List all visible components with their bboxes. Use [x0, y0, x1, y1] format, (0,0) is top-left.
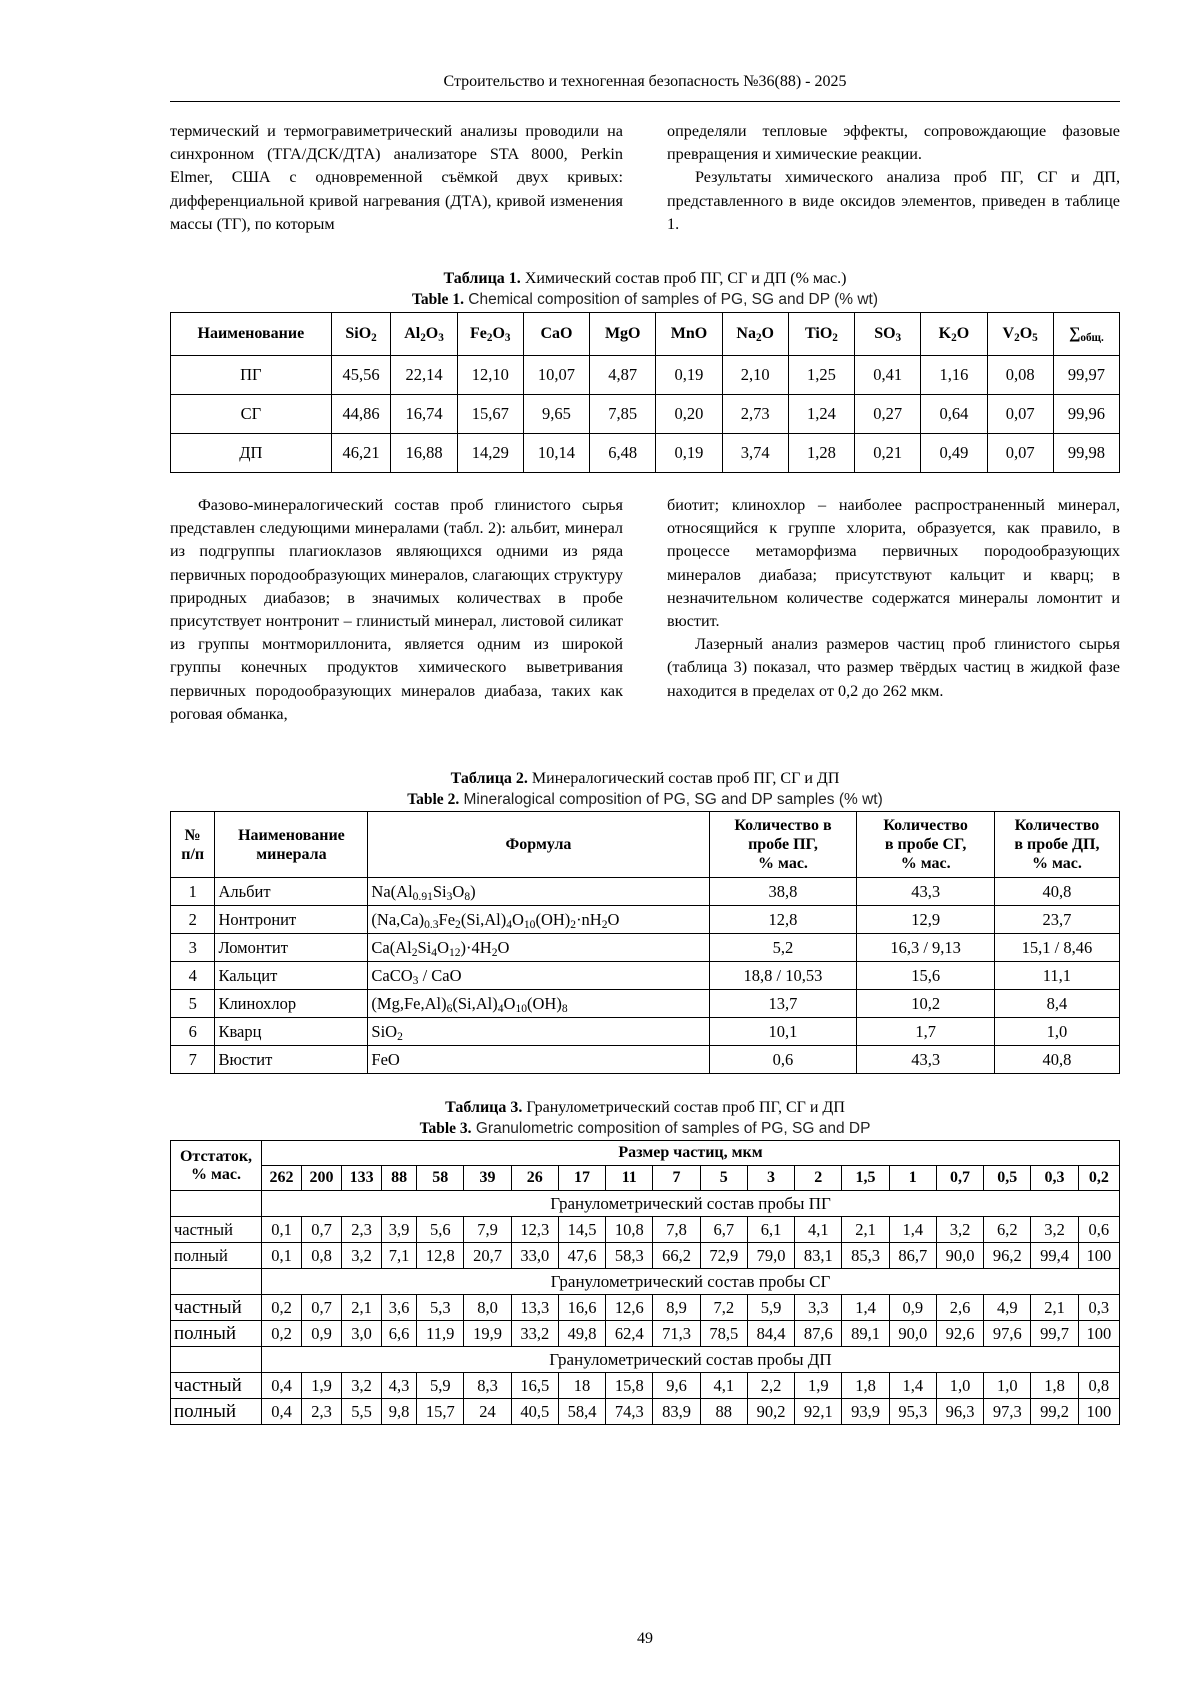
- table1-cell: 0,07: [987, 395, 1053, 434]
- table3-cell: 4,1: [700, 1373, 747, 1399]
- table3-size-header: 17: [558, 1166, 605, 1191]
- table2-mineral-name: Ломонтит: [215, 934, 368, 962]
- table2-amount-pg: 13,7: [709, 990, 857, 1018]
- table3-caption-ru: Гранулометрический состав проб ПГ, СГ и ДП: [522, 1099, 845, 1116]
- table3-cell: 1,4: [889, 1217, 936, 1243]
- table3-caption-ru-label: Таблица 3.: [445, 1099, 523, 1116]
- table2-header-formula: Формула: [368, 812, 709, 878]
- table3-size-header: 1,5: [842, 1166, 889, 1191]
- table3-cell: 1,8: [1031, 1373, 1078, 1399]
- table2-mineral-name: Кальцит: [215, 962, 368, 990]
- header-rule: [170, 101, 1120, 102]
- middle-left-paragraph: Фазово-минералогический состав проб глинистого сырья представлен следующими минералами (табл. 2): альбит, минерал из подгруппы плагиоклазов являющихся одними из ряда первичных породообразующих минералов, слагающих структуру природных диабазов; в значимых количествах в пробе присутствует нонтронит – глинистый минерал, листовой силикат из группы монтмориллонита, является одним из широкой группы конечных продуктов химического выветривания первичных породообразующих минералов диабаза, таких как роговая обманка,: [170, 496, 623, 723]
- table2-header-dp: Количество в пробе ДП, % мас.: [994, 812, 1119, 878]
- table3-cell: 12,3: [511, 1217, 558, 1243]
- middle-text: [170, 494, 1120, 726]
- table3-cell: 88: [700, 1399, 747, 1425]
- table1-sample-name: СГ: [171, 395, 332, 434]
- table3-size-header: 2: [795, 1166, 842, 1191]
- table2-amount-sg: 16,3 / 9,13: [857, 934, 994, 962]
- table3-size-header: 39: [464, 1166, 511, 1191]
- table2-formula: CaCO$_3$ / CaO: [368, 962, 709, 990]
- table3-cell: 9,6: [653, 1373, 700, 1399]
- table3-cell: 2,6: [936, 1295, 983, 1321]
- table3-size-header: 11: [606, 1166, 653, 1191]
- intro-left-column: [170, 120, 623, 236]
- table3-cell: 58,3: [606, 1243, 653, 1269]
- table3-size-header: 3: [747, 1166, 794, 1191]
- table3-row-label: частный: [171, 1373, 262, 1399]
- table1-cell: 16,88: [391, 434, 457, 473]
- table2-amount-dp: 11,1: [994, 962, 1119, 990]
- table3-size-header: 0,7: [936, 1166, 983, 1191]
- table2-amount-dp: 40,8: [994, 878, 1119, 906]
- table3-cell: 5,9: [417, 1373, 464, 1399]
- table3-row-label: полный: [171, 1399, 262, 1425]
- table1-chemical-composition: [170, 312, 1120, 473]
- table3-cell: 92,6: [936, 1321, 983, 1347]
- table1-header-oxide: $SO_3$: [855, 313, 921, 356]
- table3-cell: 58,4: [558, 1399, 605, 1425]
- table2-row: [171, 1046, 1120, 1074]
- table3-cell: 97,6: [984, 1321, 1031, 1347]
- table1-cell: 6,48: [590, 434, 656, 473]
- table2-row: [171, 878, 1120, 906]
- intro-text: [170, 120, 1120, 236]
- table3-cell: 2,1: [1031, 1295, 1078, 1321]
- table3-row: [171, 1243, 1120, 1269]
- table3-cell: 0,9: [889, 1295, 936, 1321]
- table3-cell: 3,6: [382, 1295, 417, 1321]
- table1-cell: 15,67: [457, 395, 523, 434]
- table3-cell: 90,2: [747, 1399, 794, 1425]
- intro-left-paragraph: термический и термогравиметрический анализы проводили на синхронном (ТГА/ДСК/ДТА) анализаторе STA 8000, Perkin Elmer, США с одновременной съёмкой двух кривых: дифференциальной кривой нагревания (ДТА), кривой изменения массы (ТГ), по которым: [170, 122, 623, 233]
- table3-cell: 18: [558, 1373, 605, 1399]
- table3-cell: 0,4: [262, 1373, 302, 1399]
- table3-caption: [170, 1097, 1120, 1139]
- table3-cell: 9,8: [382, 1399, 417, 1425]
- table2-row: [171, 962, 1120, 990]
- table1-cell: 0,21: [855, 434, 921, 473]
- table3-row: [171, 1217, 1120, 1243]
- table1-cell: 0,20: [656, 395, 722, 434]
- table3-cell: 2,3: [342, 1217, 382, 1243]
- table3-cell: 3,3: [795, 1295, 842, 1321]
- table2-caption-en: Mineralogical composition of PG, SG and DP samples (% wt): [459, 791, 883, 808]
- table2-amount-pg: 5,2: [709, 934, 857, 962]
- table3-cell: 12,8: [417, 1243, 464, 1269]
- table3-cell: 96,3: [936, 1399, 983, 1425]
- table3-cell: 3,2: [936, 1217, 983, 1243]
- table3-cell: 16,5: [511, 1373, 558, 1399]
- table3-cell: 86,7: [889, 1243, 936, 1269]
- table1-cell: 0,19: [656, 356, 722, 395]
- table3-cell: 1,9: [302, 1373, 342, 1399]
- table3-cell: 3,2: [1031, 1217, 1078, 1243]
- table2-number: 1: [171, 878, 215, 906]
- table3-size-header: 133: [342, 1166, 382, 1191]
- table1-cell: 10,14: [523, 434, 589, 473]
- table2-header-number: № п/п: [171, 812, 215, 878]
- table3-row: [171, 1321, 1120, 1347]
- table3-cell: 0,8: [1078, 1373, 1119, 1399]
- table1-caption-en-label: Table 1.: [411, 291, 464, 308]
- table2-amount-dp: 40,8: [994, 1046, 1119, 1074]
- table1-cell: 46,21: [331, 434, 391, 473]
- table2-row: [171, 934, 1120, 962]
- table3-cell: 1,9: [795, 1373, 842, 1399]
- table1-sample-name: ДП: [171, 434, 332, 473]
- table3-cell: 78,5: [700, 1321, 747, 1347]
- table2-amount-pg: 38,8: [709, 878, 857, 906]
- table3-cell: 20,7: [464, 1243, 511, 1269]
- table3-cell: 66,2: [653, 1243, 700, 1269]
- table2-number: 2: [171, 906, 215, 934]
- table3-cell: 4,9: [984, 1295, 1031, 1321]
- table3-row: [171, 1373, 1120, 1399]
- table1-cell: 0,64: [921, 395, 987, 434]
- table3-cell: 14,5: [558, 1217, 605, 1243]
- table2-amount-sg: 15,6: [857, 962, 994, 990]
- table3-cell: 2,2: [747, 1373, 794, 1399]
- table3-cell: 99,4: [1031, 1243, 1078, 1269]
- table3-size-header: 26: [511, 1166, 558, 1191]
- table2-amount-dp: 15,1 / 8,46: [994, 934, 1119, 962]
- table3-row-label: полный: [171, 1321, 262, 1347]
- table3-cell: 97,3: [984, 1399, 1031, 1425]
- table1-caption: [170, 268, 1120, 310]
- table1-cell: 0,27: [855, 395, 921, 434]
- table3-cell: 24: [464, 1399, 511, 1425]
- table3-section-spacer: [171, 1347, 262, 1373]
- table1-cell: 4,87: [590, 356, 656, 395]
- table3-cell: 0,2: [262, 1321, 302, 1347]
- table3-row-label: частный: [171, 1295, 262, 1321]
- table1-header-oxide: CaO: [523, 313, 589, 356]
- table2-formula: FeO: [368, 1046, 709, 1074]
- table3-cell: 8,9: [653, 1295, 700, 1321]
- table2-caption-ru-label: Таблица 2.: [450, 770, 528, 787]
- table1-header-oxide: MgO: [590, 313, 656, 356]
- table3-cell: 49,8: [558, 1321, 605, 1347]
- table3-size-header: 58: [417, 1166, 464, 1191]
- table3-cell: 1,8: [842, 1373, 889, 1399]
- table3-cell: 6,7: [700, 1217, 747, 1243]
- table2-formula: $Ca(Al_2Si_4O_{12})\cdot 4H_2O$: [368, 934, 709, 962]
- table1-cell: 10,07: [523, 356, 589, 395]
- middle-left-column: [170, 494, 623, 726]
- table1-cell: 16,74: [391, 395, 457, 434]
- table1-cell: 9,65: [523, 395, 589, 434]
- table3-size-header: 0,3: [1031, 1166, 1078, 1191]
- page-number: 49: [637, 1630, 653, 1647]
- table1-sample-name: ПГ: [171, 356, 332, 395]
- table3-cell: 6,1: [747, 1217, 794, 1243]
- table1-header-oxide: $Na_2O$: [722, 313, 788, 356]
- table3-cell: 15,7: [417, 1399, 464, 1425]
- table3-cell: 92,1: [795, 1399, 842, 1425]
- intro-right-column: [667, 120, 1120, 236]
- table3-cell: 0,2: [262, 1295, 302, 1321]
- table1-cell: 12,10: [457, 356, 523, 395]
- intro-right-paragraph-1: определяли тепловые эффекты, сопровождающие фазовые превращения и химические реакции.: [667, 122, 1120, 164]
- table2-header-sg: Количество в пробе СГ, % мас.: [857, 812, 994, 878]
- table3-cell: 71,3: [653, 1321, 700, 1347]
- table3-cell: 1,0: [984, 1373, 1031, 1399]
- table3-cell: 84,4: [747, 1321, 794, 1347]
- table2-amount-pg: 18,8 / 10,53: [709, 962, 857, 990]
- table3-cell: 0,7: [302, 1295, 342, 1321]
- table3-section-row: [171, 1347, 1120, 1373]
- table3-caption-en-label: Table 3.: [419, 1120, 472, 1137]
- table3-cell: 2,1: [842, 1217, 889, 1243]
- table3-cell: 6,2: [984, 1217, 1031, 1243]
- table3-cell: 0,6: [1078, 1217, 1119, 1243]
- table3-size-header: 5: [700, 1166, 747, 1191]
- table1-cell: 14,29: [457, 434, 523, 473]
- table1-cell: 0,49: [921, 434, 987, 473]
- table2-number: 3: [171, 934, 215, 962]
- table3-cell: 12,6: [606, 1295, 653, 1321]
- table3-cell: 8,3: [464, 1373, 511, 1399]
- table3-size-header: 1: [889, 1166, 936, 1191]
- table3-section-title: Гранулометрический состав пробы ПГ: [262, 1191, 1120, 1217]
- table2-formula: $(Mg,Fe,Al)_6(Si,Al)_4O_{10}(OH)_8$: [368, 990, 709, 1018]
- table2-mineral-name: Альбит: [215, 878, 368, 906]
- table3-section-spacer: [171, 1269, 262, 1295]
- middle-right-paragraph-1: биотит; клинохлор – наиболее распространенный минерал, относящийся к группе хлорита, образуется, как правило, в процессе метаморфизма первичных породообразующих минералов диабаза; присутствуют кальцит и кварц; в незначительном количестве содержатся минералы ломонтит и вюстит.: [667, 496, 1120, 631]
- table1-cell: 22,14: [391, 356, 457, 395]
- table3-cell: 5,5: [342, 1399, 382, 1425]
- table2-row: [171, 1018, 1120, 1046]
- table2-amount-pg: 12,8: [709, 906, 857, 934]
- table3-cell: 90,0: [889, 1321, 936, 1347]
- table3-cell: 0,9: [302, 1321, 342, 1347]
- table1-cell: 1,16: [921, 356, 987, 395]
- table3-cell: 83,9: [653, 1399, 700, 1425]
- table1-header-oxide: MnO: [656, 313, 722, 356]
- middle-right-paragraph-2: Лазерный анализ размеров частиц проб глинистого сырья (таблица 3) показал, что размер твёрдых частиц в жидкой фазе находится в пределах от 0,2 до 262 мкм.: [667, 635, 1120, 700]
- table1-cell: 99,98: [1053, 434, 1119, 473]
- table3-cell: 1,4: [889, 1373, 936, 1399]
- table1-header-oxide: $\sum_{общ.}$: [1053, 313, 1119, 356]
- table3-cell: 0,7: [302, 1217, 342, 1243]
- table3-cell: 3,2: [342, 1373, 382, 1399]
- table1-cell: 0,08: [987, 356, 1053, 395]
- table1-cell: 1,28: [788, 434, 854, 473]
- table3-cell: 10,8: [606, 1217, 653, 1243]
- table3-section-title: Гранулометрический состав пробы СГ: [262, 1269, 1120, 1295]
- table3-cell: 96,2: [984, 1243, 1031, 1269]
- table2-mineral-name: Кварц: [215, 1018, 368, 1046]
- table2-number: 6: [171, 1018, 215, 1046]
- table3-cell: 3,9: [382, 1217, 417, 1243]
- table3-row-label: полный: [171, 1243, 262, 1269]
- table3-cell: 0,8: [302, 1243, 342, 1269]
- middle-right-column: [667, 494, 1120, 726]
- intro-right-paragraph-2: Результаты химического анализа проб ПГ, СГ и ДП, представленного в виде оксидов элементов, приведен в таблице 1.: [667, 168, 1120, 233]
- table3-cell: 40,5: [511, 1399, 558, 1425]
- table2-mineral-composition: [170, 811, 1120, 1074]
- table1-caption-ru: Химический состав проб ПГ, СГ и ДП (% мас.): [520, 270, 847, 287]
- table2-formula: $Na(Al_{0.91}Si_3O_8)$: [368, 878, 709, 906]
- table3-cell: 7,1: [382, 1243, 417, 1269]
- table2-number: 5: [171, 990, 215, 1018]
- table3-cell: 87,6: [795, 1321, 842, 1347]
- table1-cell: 99,96: [1053, 395, 1119, 434]
- table3-cell: 33,2: [511, 1321, 558, 1347]
- table2-row: [171, 906, 1120, 934]
- table3-cell: 2,1: [342, 1295, 382, 1321]
- table1-cell: 44,86: [331, 395, 391, 434]
- table2-caption-en-label: Table 2.: [407, 791, 460, 808]
- table3-cell: 99,2: [1031, 1399, 1078, 1425]
- table1-row: [171, 356, 1120, 395]
- table1-cell: 1,25: [788, 356, 854, 395]
- table2-formula: $(Na,Ca)_{0.3}Fe_2(Si,Al)_4O_{10}(OH)_2\cdot nH_2O$: [368, 906, 709, 934]
- table1-cell: 0,41: [855, 356, 921, 395]
- table1-row: [171, 434, 1120, 473]
- table3-cell: 72,9: [700, 1243, 747, 1269]
- table1-cell: 2,10: [722, 356, 788, 395]
- table3-cell: 74,3: [606, 1399, 653, 1425]
- table1-cell: 1,24: [788, 395, 854, 434]
- table3-cell: 79,0: [747, 1243, 794, 1269]
- table3-header-residue: Отстаток, % мас.: [171, 1141, 262, 1191]
- table2-mineral-name: Вюстит: [215, 1046, 368, 1074]
- table2-row: [171, 990, 1120, 1018]
- table3-cell: 89,1: [842, 1321, 889, 1347]
- table2-amount-pg: 10,1: [709, 1018, 857, 1046]
- table3-cell: 90,0: [936, 1243, 983, 1269]
- table3-cell: 2,3: [302, 1399, 342, 1425]
- table3-cell: 15,8: [606, 1373, 653, 1399]
- table3-cell: 100: [1078, 1399, 1119, 1425]
- table3-size-header: 262: [262, 1166, 302, 1191]
- table3-cell: 33,0: [511, 1243, 558, 1269]
- table3-section-row: [171, 1269, 1120, 1295]
- table3-size-header: 0,5: [984, 1166, 1031, 1191]
- table2-amount-sg: 10,2: [857, 990, 994, 1018]
- table2-header-mineral: Наименование минерала: [215, 812, 368, 878]
- table2-amount-dp: 1,0: [994, 1018, 1119, 1046]
- table2-caption-ru: Минералогический состав проб ПГ, СГ и ДП: [527, 770, 840, 787]
- table3-granulometric-composition: [170, 1140, 1120, 1425]
- table3-row: [171, 1399, 1120, 1425]
- table3-cell: 19,9: [464, 1321, 511, 1347]
- table3-row: [171, 1295, 1120, 1321]
- table3-cell: 1,4: [842, 1295, 889, 1321]
- table3-cell: 13,3: [511, 1295, 558, 1321]
- table2-mineral-name: Нонтронит: [215, 906, 368, 934]
- table3-caption-en: Granulometric composition of samples of PG, SG and DP: [471, 1120, 871, 1137]
- table2-amount-dp: 23,7: [994, 906, 1119, 934]
- table3-cell: 3,2: [342, 1243, 382, 1269]
- table3-cell: 5,9: [747, 1295, 794, 1321]
- table3-size-header: 0,2: [1078, 1166, 1119, 1191]
- table3-cell: 95,3: [889, 1399, 936, 1425]
- table2-amount-sg: 43,3: [857, 878, 994, 906]
- table2-amount-sg: 12,9: [857, 906, 994, 934]
- table3-cell: 93,9: [842, 1399, 889, 1425]
- table3-cell: 4,1: [795, 1217, 842, 1243]
- table3-section-title: Гранулометрический состав пробы ДП: [262, 1347, 1120, 1373]
- table1-header-oxide: $V_2O_5$: [987, 313, 1053, 356]
- table3-cell: 7,2: [700, 1295, 747, 1321]
- table3-cell: 5,6: [417, 1217, 464, 1243]
- table3-section-spacer: [171, 1191, 262, 1217]
- table3-cell: 100: [1078, 1321, 1119, 1347]
- table3-section-row: [171, 1191, 1120, 1217]
- table1-cell: 2,73: [722, 395, 788, 434]
- table1-cell: 3,74: [722, 434, 788, 473]
- table3-cell: 0,1: [262, 1217, 302, 1243]
- table1-caption-ru-label: Таблица 1.: [443, 270, 521, 287]
- table1-header-oxide: SiO$_2$: [331, 313, 391, 356]
- table1-header-oxide: $Al_2O_3$: [391, 313, 457, 356]
- table3-cell: 0,1: [262, 1243, 302, 1269]
- table2-formula: SiO$_2$: [368, 1018, 709, 1046]
- table1-header-oxide: $Fe_2O_3$: [457, 313, 523, 356]
- table1-caption-en: Chemical composition of samples of PG, SG and DP (% wt): [463, 291, 879, 308]
- running-header: Строительство и техногенная безопасность №36(88) - 2025: [443, 73, 847, 90]
- table3-cell: 99,7: [1031, 1321, 1078, 1347]
- table2-amount-pg: 0,6: [709, 1046, 857, 1074]
- table3-cell: 5,3: [417, 1295, 464, 1321]
- table1-cell: 99,97: [1053, 356, 1119, 395]
- table3-cell: 0,4: [262, 1399, 302, 1425]
- table3-cell: 4,3: [382, 1373, 417, 1399]
- table3-cell: 6,6: [382, 1321, 417, 1347]
- table3-cell: 62,4: [606, 1321, 653, 1347]
- table3-cell: 8,0: [464, 1295, 511, 1321]
- table1-header-name: Наименование: [171, 313, 332, 356]
- table1-cell: 0,19: [656, 434, 722, 473]
- table1-row: [171, 395, 1120, 434]
- table3-cell: 1,0: [936, 1373, 983, 1399]
- table2-amount-dp: 8,4: [994, 990, 1119, 1018]
- table3-size-header: 88: [382, 1166, 417, 1191]
- table1-header-oxide: $K_2O$: [921, 313, 987, 356]
- table3-cell: 3,0: [342, 1321, 382, 1347]
- table2-amount-sg: 43,3: [857, 1046, 994, 1074]
- table3-size-header: 200: [302, 1166, 342, 1191]
- table3-cell: 85,3: [842, 1243, 889, 1269]
- table2-header-pg: Количество в пробе ПГ, % мас.: [709, 812, 857, 878]
- table1-cell: 0,07: [987, 434, 1053, 473]
- table1-header-oxide: TiO$_2$: [788, 313, 854, 356]
- table3-cell: 16,6: [558, 1295, 605, 1321]
- table3-header-particle-size: Размер частиц, мкм: [262, 1141, 1120, 1166]
- table2-number: 7: [171, 1046, 215, 1074]
- table3-cell: 100: [1078, 1243, 1119, 1269]
- table3-cell: 7,9: [464, 1217, 511, 1243]
- table3-cell: 83,1: [795, 1243, 842, 1269]
- table3-size-header: 7: [653, 1166, 700, 1191]
- table3-cell: 11,9: [417, 1321, 464, 1347]
- table3-row-label: частный: [171, 1217, 262, 1243]
- table3-cell: 47,6: [558, 1243, 605, 1269]
- table1-cell: 7,85: [590, 395, 656, 434]
- table2-number: 4: [171, 962, 215, 990]
- table2-mineral-name: Клинохлор: [215, 990, 368, 1018]
- table2-caption: [170, 768, 1120, 810]
- table3-cell: 7,8: [653, 1217, 700, 1243]
- table3-cell: 0,3: [1078, 1295, 1119, 1321]
- table1-cell: 45,56: [331, 356, 391, 395]
- table2-amount-sg: 1,7: [857, 1018, 994, 1046]
